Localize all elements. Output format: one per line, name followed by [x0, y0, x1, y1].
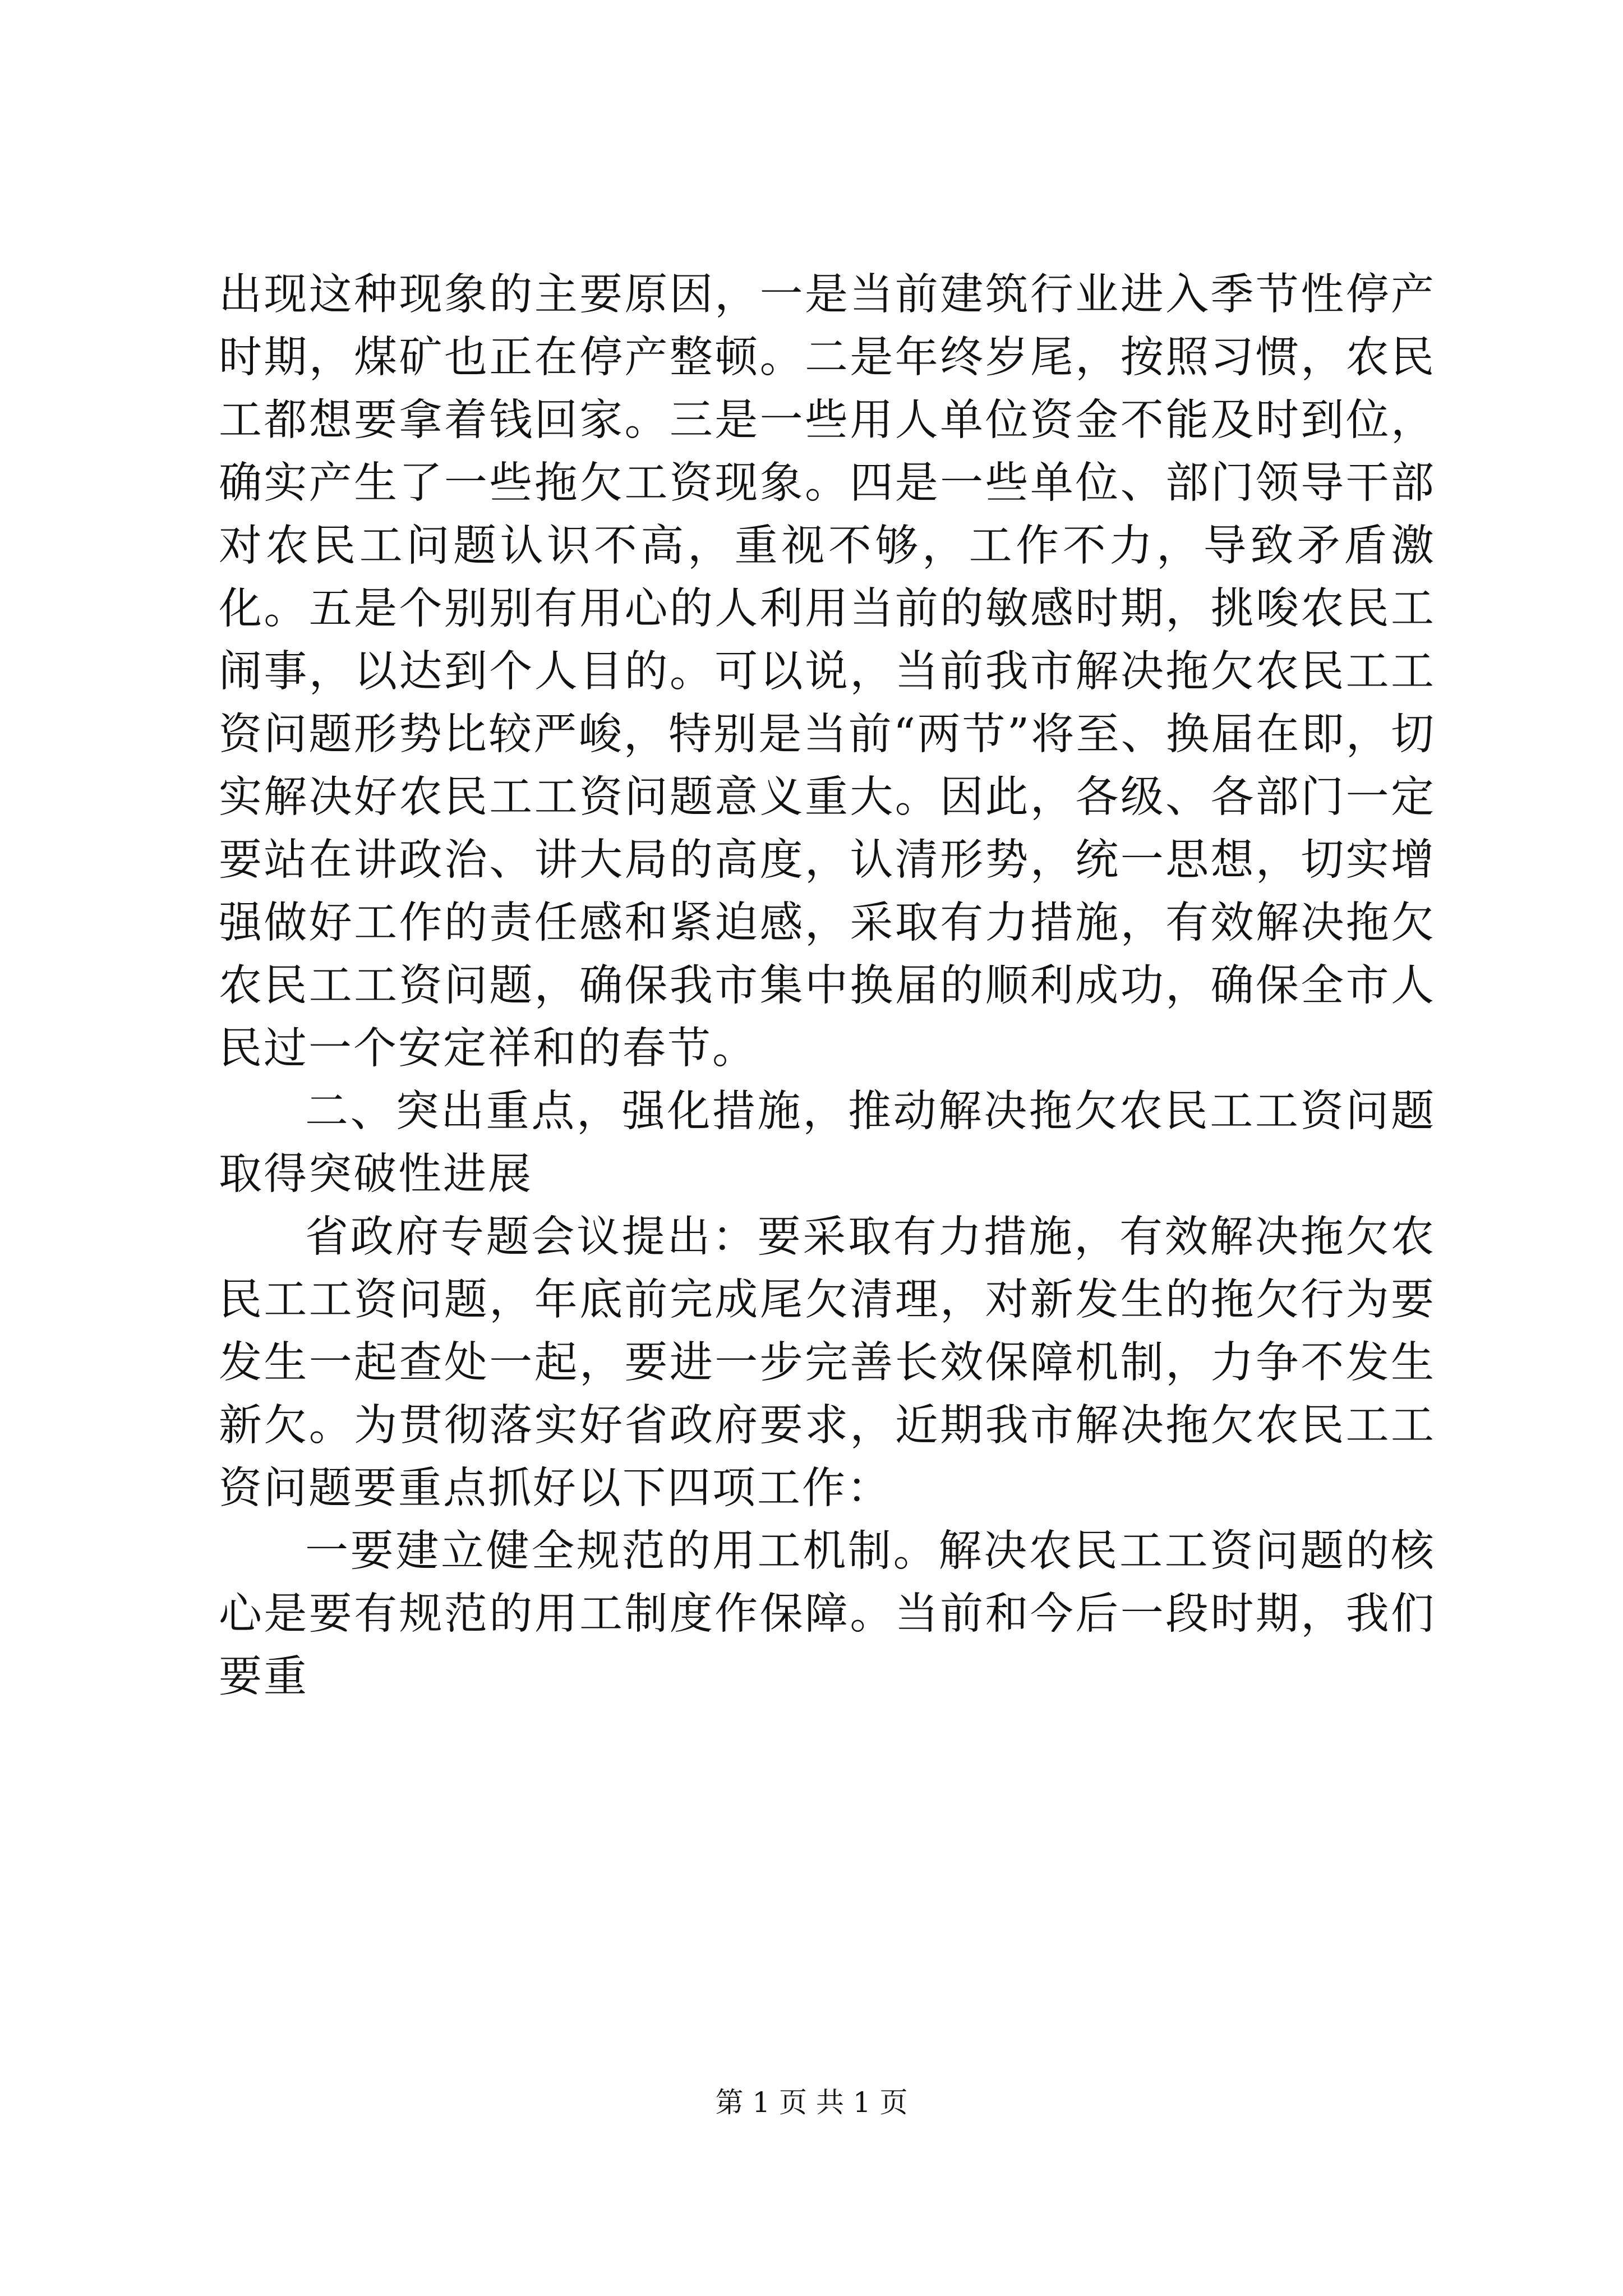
section-heading-two: 二、突出重点，强化措施，推动解决拖欠农民工工资问题取得突破性进展	[219, 1087, 1436, 1199]
document-body	[219, 264, 1436, 1709]
page-footer: 第 1 页 共 1 页	[715, 2086, 908, 2119]
paragraph-employment-mechanism: 一要建立健全规范的用工机制。解决农民工工资问题的核心是要有规范的用工制度作保障。当前和今后一段时期，我们要重	[219, 1526, 1436, 1702]
paragraph-provincial-meeting: 省政府专题会议提出：要采取有力措施，有效解决拖欠农民工工资问题，年底前完成尾欠清理，对新发生的拖欠行为要发生一起查处一起，要进一步完善长效保障机制，力争不发生新欠。为贯彻落实好省政府要求，近期我市解决拖欠农民工工资问题要重点抓好以下四项工作：	[219, 1212, 1436, 1513]
paragraph-continuation: 出现这种现象的主要原因，一是当前建筑行业进入季节性停产时期，煤矿也正在停产整顿。二是年终岁尾，按照习惯，农民工都想要拿着钱回家。三是一些用人单位资金不能及时到位，确实产生了一些拖欠工资现象。四是一些单位、部门领导干部对农民工问题认识不高，重视不够，工作不力，导致矛盾激化。五是个别别有用心的人利用当前的敏感时期，挑唆农民工闹事，以达到个人目的。可以说，当前我市解决拖欠农民工工资问题形势比较严峻，特别是当前“两节”将至、换届在即，切实解决好农民工工资问题意义重大。因此，各级、各部门一定要站在讲政治、讲大局的高度，认清形势，统一思想，切实增强做好工作的责任感和紧迫感，采取有力措施，有效解决拖欠农民工工资问题，确保我市集中换届的顺利成功，确保全市人民过一个安定祥和的春节。	[219, 270, 1436, 1074]
